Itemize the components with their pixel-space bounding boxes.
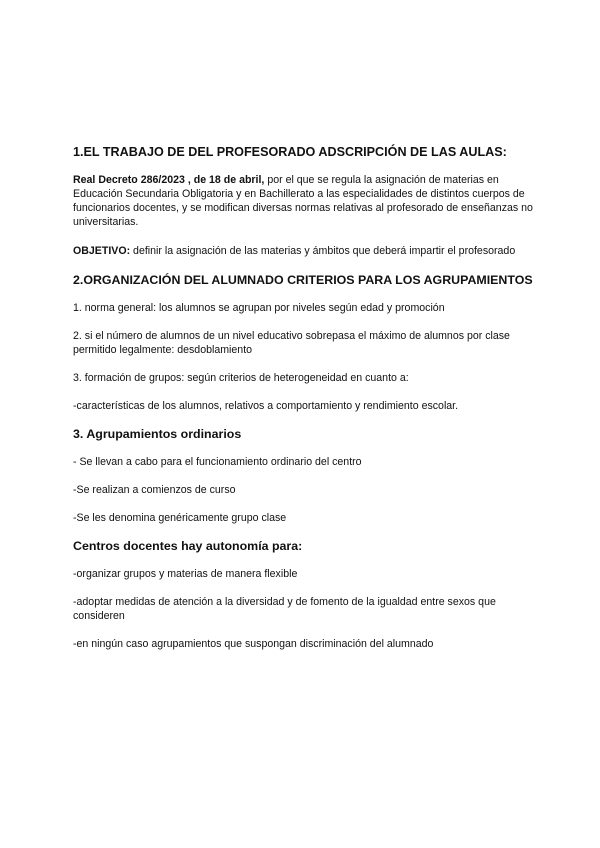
section-3-title: 3. Agrupamientos ordinarios [73, 427, 242, 441]
section-4-item-1: -organizar grupos y materias de manera flexible [73, 568, 298, 580]
decree-paragraph [73, 173, 535, 229]
decree-reference: Real Decreto 286/2023 , de 18 de abril, [73, 174, 265, 186]
section-2-item-2: 2. si el número de alumnos de un nivel educativo sobrepasa el máximo de alumnos por clase permitido legalmente: desdoblamiento [73, 330, 510, 356]
objective-paragraph [73, 244, 535, 258]
objective-text: definir la asignación de las materias y ámbitos que deberá impartir el profesorado [130, 245, 516, 257]
section-1-title: 1.EL TRABAJO DE DEL PROFESORADO ADSCRIPCIÓN DE LAS AULAS: [73, 145, 507, 159]
decree-description: por el que se regula la asignación de materias en Educación Secundaria Obligatoria y en Bachillerato a las especialidades de distintos cuerpos de funcionarios docentes, y se modifican diversas normas relativas al profesorado de enseñanzas no universitarias. [73, 174, 533, 228]
section-2-title: 2.ORGANIZACIÓN DEL ALUMNADO CRITERIOS PARA LOS AGRUPAMIENTOS [73, 273, 533, 287]
section-4-item-3: -en ningún caso agrupamientos que suspongan discriminación del alumnado [73, 638, 434, 650]
section-4-title: Centros docentes hay autonomía para: [73, 539, 303, 553]
section-3-item-1: - Se llevan a cabo para el funcionamiento ordinario del centro [73, 456, 362, 468]
document-content [73, 145, 535, 665]
section-3-item-3: -Se les denomina genéricamente grupo clase [73, 512, 287, 524]
objective-label: OBJETIVO: [73, 245, 131, 257]
section-2-item-1: 1. norma general: los alumnos se agrupan por niveles según edad y promoción [73, 302, 445, 314]
section-2-item-4: -características de los alumnos, relativos a comportamiento y rendimiento escolar. [73, 400, 459, 412]
section-4-item-2: -adoptar medidas de atención a la diversidad y de fomento de la igualdad entre sexos que consideren [73, 596, 496, 622]
section-2-item-3: 3. formación de grupos: según criterios de heterogeneidad en cuanto a: [73, 372, 409, 384]
section-3-item-2: -Se realizan a comienzos de curso [73, 484, 236, 496]
